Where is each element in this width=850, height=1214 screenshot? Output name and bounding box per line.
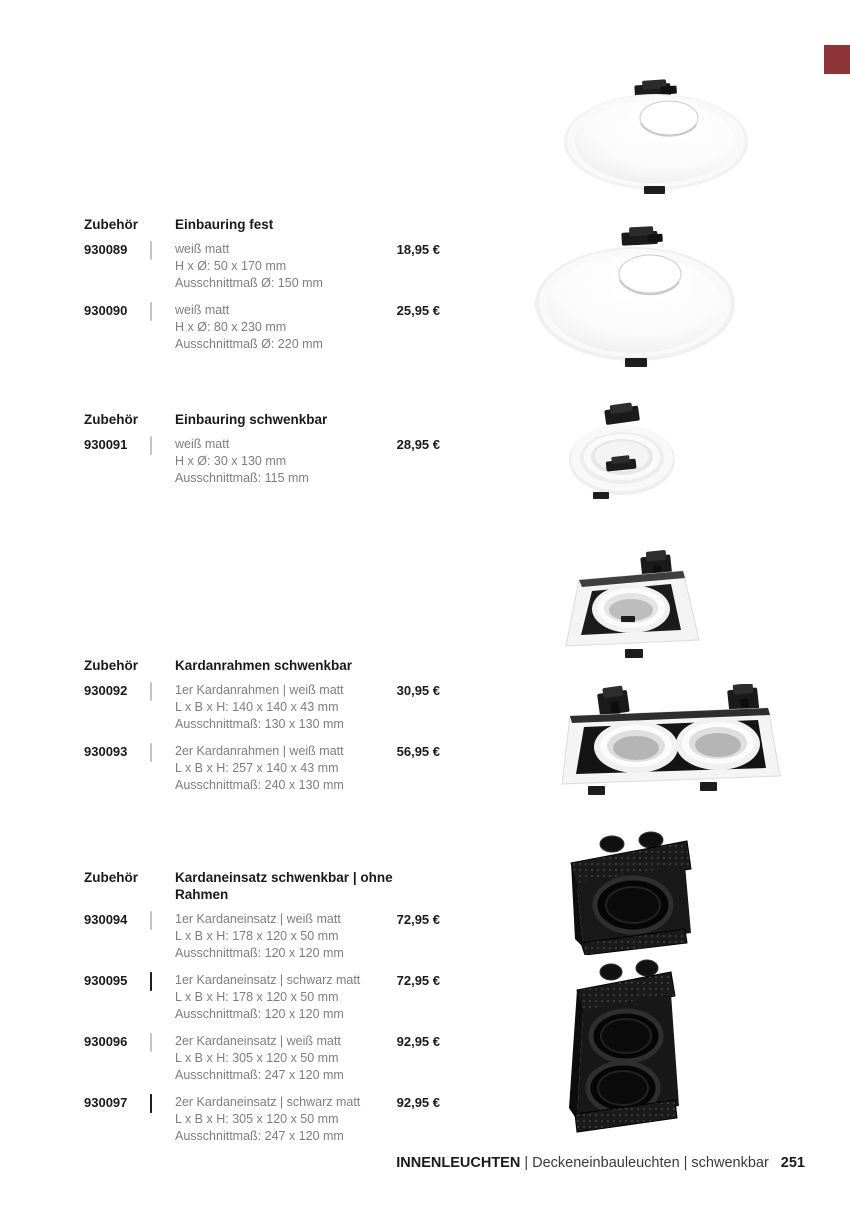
section-einbauring-schwenkbar xyxy=(84,411,440,497)
footer-category-sub: Deckeneinbauleuchten xyxy=(532,1155,680,1171)
section-label: Zubehör xyxy=(84,870,138,885)
product-price: 92,95 € xyxy=(396,1034,440,1049)
product-price: 56,95 € xyxy=(396,744,440,759)
section-header xyxy=(84,411,440,428)
product-row xyxy=(84,302,440,353)
product-code: 930094 xyxy=(84,912,128,927)
product-row xyxy=(84,972,440,1023)
product-variant-line: weiß matt xyxy=(175,437,230,451)
product-variant-line: 2er Kardaneinsatz | schwarz matt xyxy=(175,1095,361,1109)
page-number: 251 xyxy=(780,1155,805,1171)
product-image-einbauring-fest-klein xyxy=(552,78,762,200)
product-description xyxy=(175,972,380,1023)
page-edge-tab xyxy=(824,45,850,74)
product-dimensions-line: L x B x H: 178 x 120 x 50 mm xyxy=(175,990,339,1004)
product-code: 930091 xyxy=(84,437,128,452)
product-code: 930092 xyxy=(84,683,128,698)
product-row xyxy=(84,1094,440,1145)
product-price: 92,95 € xyxy=(396,1095,440,1110)
product-dimensions-line: L x B x H: 305 x 120 x 50 mm xyxy=(175,1051,339,1065)
product-variant-line: weiß matt xyxy=(175,242,230,256)
product-dimensions-line: H x Ø: 80 x 230 mm xyxy=(175,320,287,334)
section-title: Einbauring schwenkbar xyxy=(175,412,328,427)
product-description xyxy=(175,1094,380,1145)
product-row xyxy=(84,682,440,733)
footer-separator: | xyxy=(683,1155,688,1171)
product-row xyxy=(84,241,440,292)
product-image-kardaneinsatz-1er-schwarz xyxy=(565,831,700,955)
product-price: 72,95 € xyxy=(396,973,440,988)
product-price: 30,95 € xyxy=(396,683,440,698)
section-kardanrahmen-schwenkbar xyxy=(84,657,440,804)
section-header xyxy=(84,216,440,233)
product-image-kardanrahmen-2er xyxy=(560,684,788,802)
color-swatch xyxy=(150,682,152,701)
section-label: Zubehör xyxy=(84,658,138,673)
product-code: 930090 xyxy=(84,303,128,318)
product-dimensions-line: L x B x H: 140 x 140 x 43 mm xyxy=(175,700,339,714)
product-variant-line: 2er Kardaneinsatz | weiß matt xyxy=(175,1034,341,1048)
product-dimensions-line: L x B x H: 178 x 120 x 50 mm xyxy=(175,929,339,943)
product-variant-line: 1er Kardaneinsatz | weiß matt xyxy=(175,912,341,926)
product-cutout-line: Ausschnittmaß Ø: 220 mm xyxy=(175,337,323,351)
product-description xyxy=(175,302,380,353)
product-image-einbauring-schwenkbar xyxy=(566,402,681,504)
product-dimensions-line: H x Ø: 50 x 170 mm xyxy=(175,259,287,273)
product-price: 25,95 € xyxy=(396,303,440,318)
product-variant-line: 1er Kardanrahmen | weiß matt xyxy=(175,683,344,697)
color-swatch xyxy=(150,1033,152,1052)
color-swatch xyxy=(150,911,152,930)
product-cutout-line: Ausschnittmaß: 120 x 120 mm xyxy=(175,1007,344,1021)
color-swatch xyxy=(150,743,152,762)
product-variant-line: 2er Kardanrahmen | weiß matt xyxy=(175,744,344,758)
product-dimensions-line: L x B x H: 305 x 120 x 50 mm xyxy=(175,1112,339,1126)
product-price: 18,95 € xyxy=(396,242,440,257)
product-row xyxy=(84,436,440,487)
product-image-kardanrahmen-1er xyxy=(563,550,705,662)
product-cutout-line: Ausschnittmaß Ø: 150 mm xyxy=(175,276,323,290)
product-cutout-line: Ausschnittmaß: 120 x 120 mm xyxy=(175,946,344,960)
product-variant-line: weiß matt xyxy=(175,303,230,317)
footer-separator: | xyxy=(524,1155,529,1171)
product-price: 72,95 € xyxy=(396,912,440,927)
product-code: 930096 xyxy=(84,1034,128,1049)
section-header xyxy=(84,657,440,674)
product-price: 28,95 € xyxy=(396,437,440,452)
product-description xyxy=(175,911,380,962)
product-code: 930093 xyxy=(84,744,128,759)
product-cutout-line: Ausschnittmaß: 130 x 130 mm xyxy=(175,717,344,731)
footer-variant: schwenkbar xyxy=(691,1155,769,1171)
footer-category-main: INNENLEUCHTEN xyxy=(396,1155,521,1171)
product-description xyxy=(175,241,380,292)
product-code: 930097 xyxy=(84,1095,128,1110)
product-description xyxy=(175,743,380,794)
product-image-einbauring-fest-gross xyxy=(528,224,743,370)
product-row xyxy=(84,743,440,794)
section-title: Kardanrahmen schwenkbar xyxy=(175,658,353,673)
product-row xyxy=(84,911,440,962)
product-description xyxy=(175,436,380,487)
product-cutout-line: Ausschnittmaß: 247 x 120 mm xyxy=(175,1068,344,1082)
product-image-kardaneinsatz-2er-schwarz xyxy=(563,956,693,1134)
footer-breadcrumb xyxy=(396,1154,805,1173)
color-swatch xyxy=(150,972,152,991)
section-title: Kardaneinsatz schwenkbar | ohne Rahmen xyxy=(175,870,393,902)
product-row xyxy=(84,1033,440,1084)
section-title: Einbauring fest xyxy=(175,217,274,232)
product-cutout-line: Ausschnittmaß: 115 mm xyxy=(175,471,309,485)
product-dimensions-line: L x B x H: 257 x 140 x 43 mm xyxy=(175,761,339,775)
product-cutout-line: Ausschnittmaß: 247 x 120 mm xyxy=(175,1129,344,1143)
color-swatch xyxy=(150,436,152,455)
color-swatch xyxy=(150,1094,152,1113)
product-description xyxy=(175,682,380,733)
section-kardaneinsatz-schwenkbar xyxy=(84,869,440,1155)
section-label: Zubehör xyxy=(84,217,138,232)
color-swatch xyxy=(150,241,152,260)
product-description xyxy=(175,1033,380,1084)
section-einbauring-fest xyxy=(84,216,440,363)
product-dimensions-line: H x Ø: 30 x 130 mm xyxy=(175,454,287,468)
color-swatch xyxy=(150,302,152,321)
section-label: Zubehör xyxy=(84,412,138,427)
product-code: 930089 xyxy=(84,242,128,257)
product-variant-line: 1er Kardaneinsatz | schwarz matt xyxy=(175,973,361,987)
product-cutout-line: Ausschnittmaß: 240 x 130 mm xyxy=(175,778,344,792)
section-header xyxy=(84,869,440,903)
product-code: 930095 xyxy=(84,973,128,988)
